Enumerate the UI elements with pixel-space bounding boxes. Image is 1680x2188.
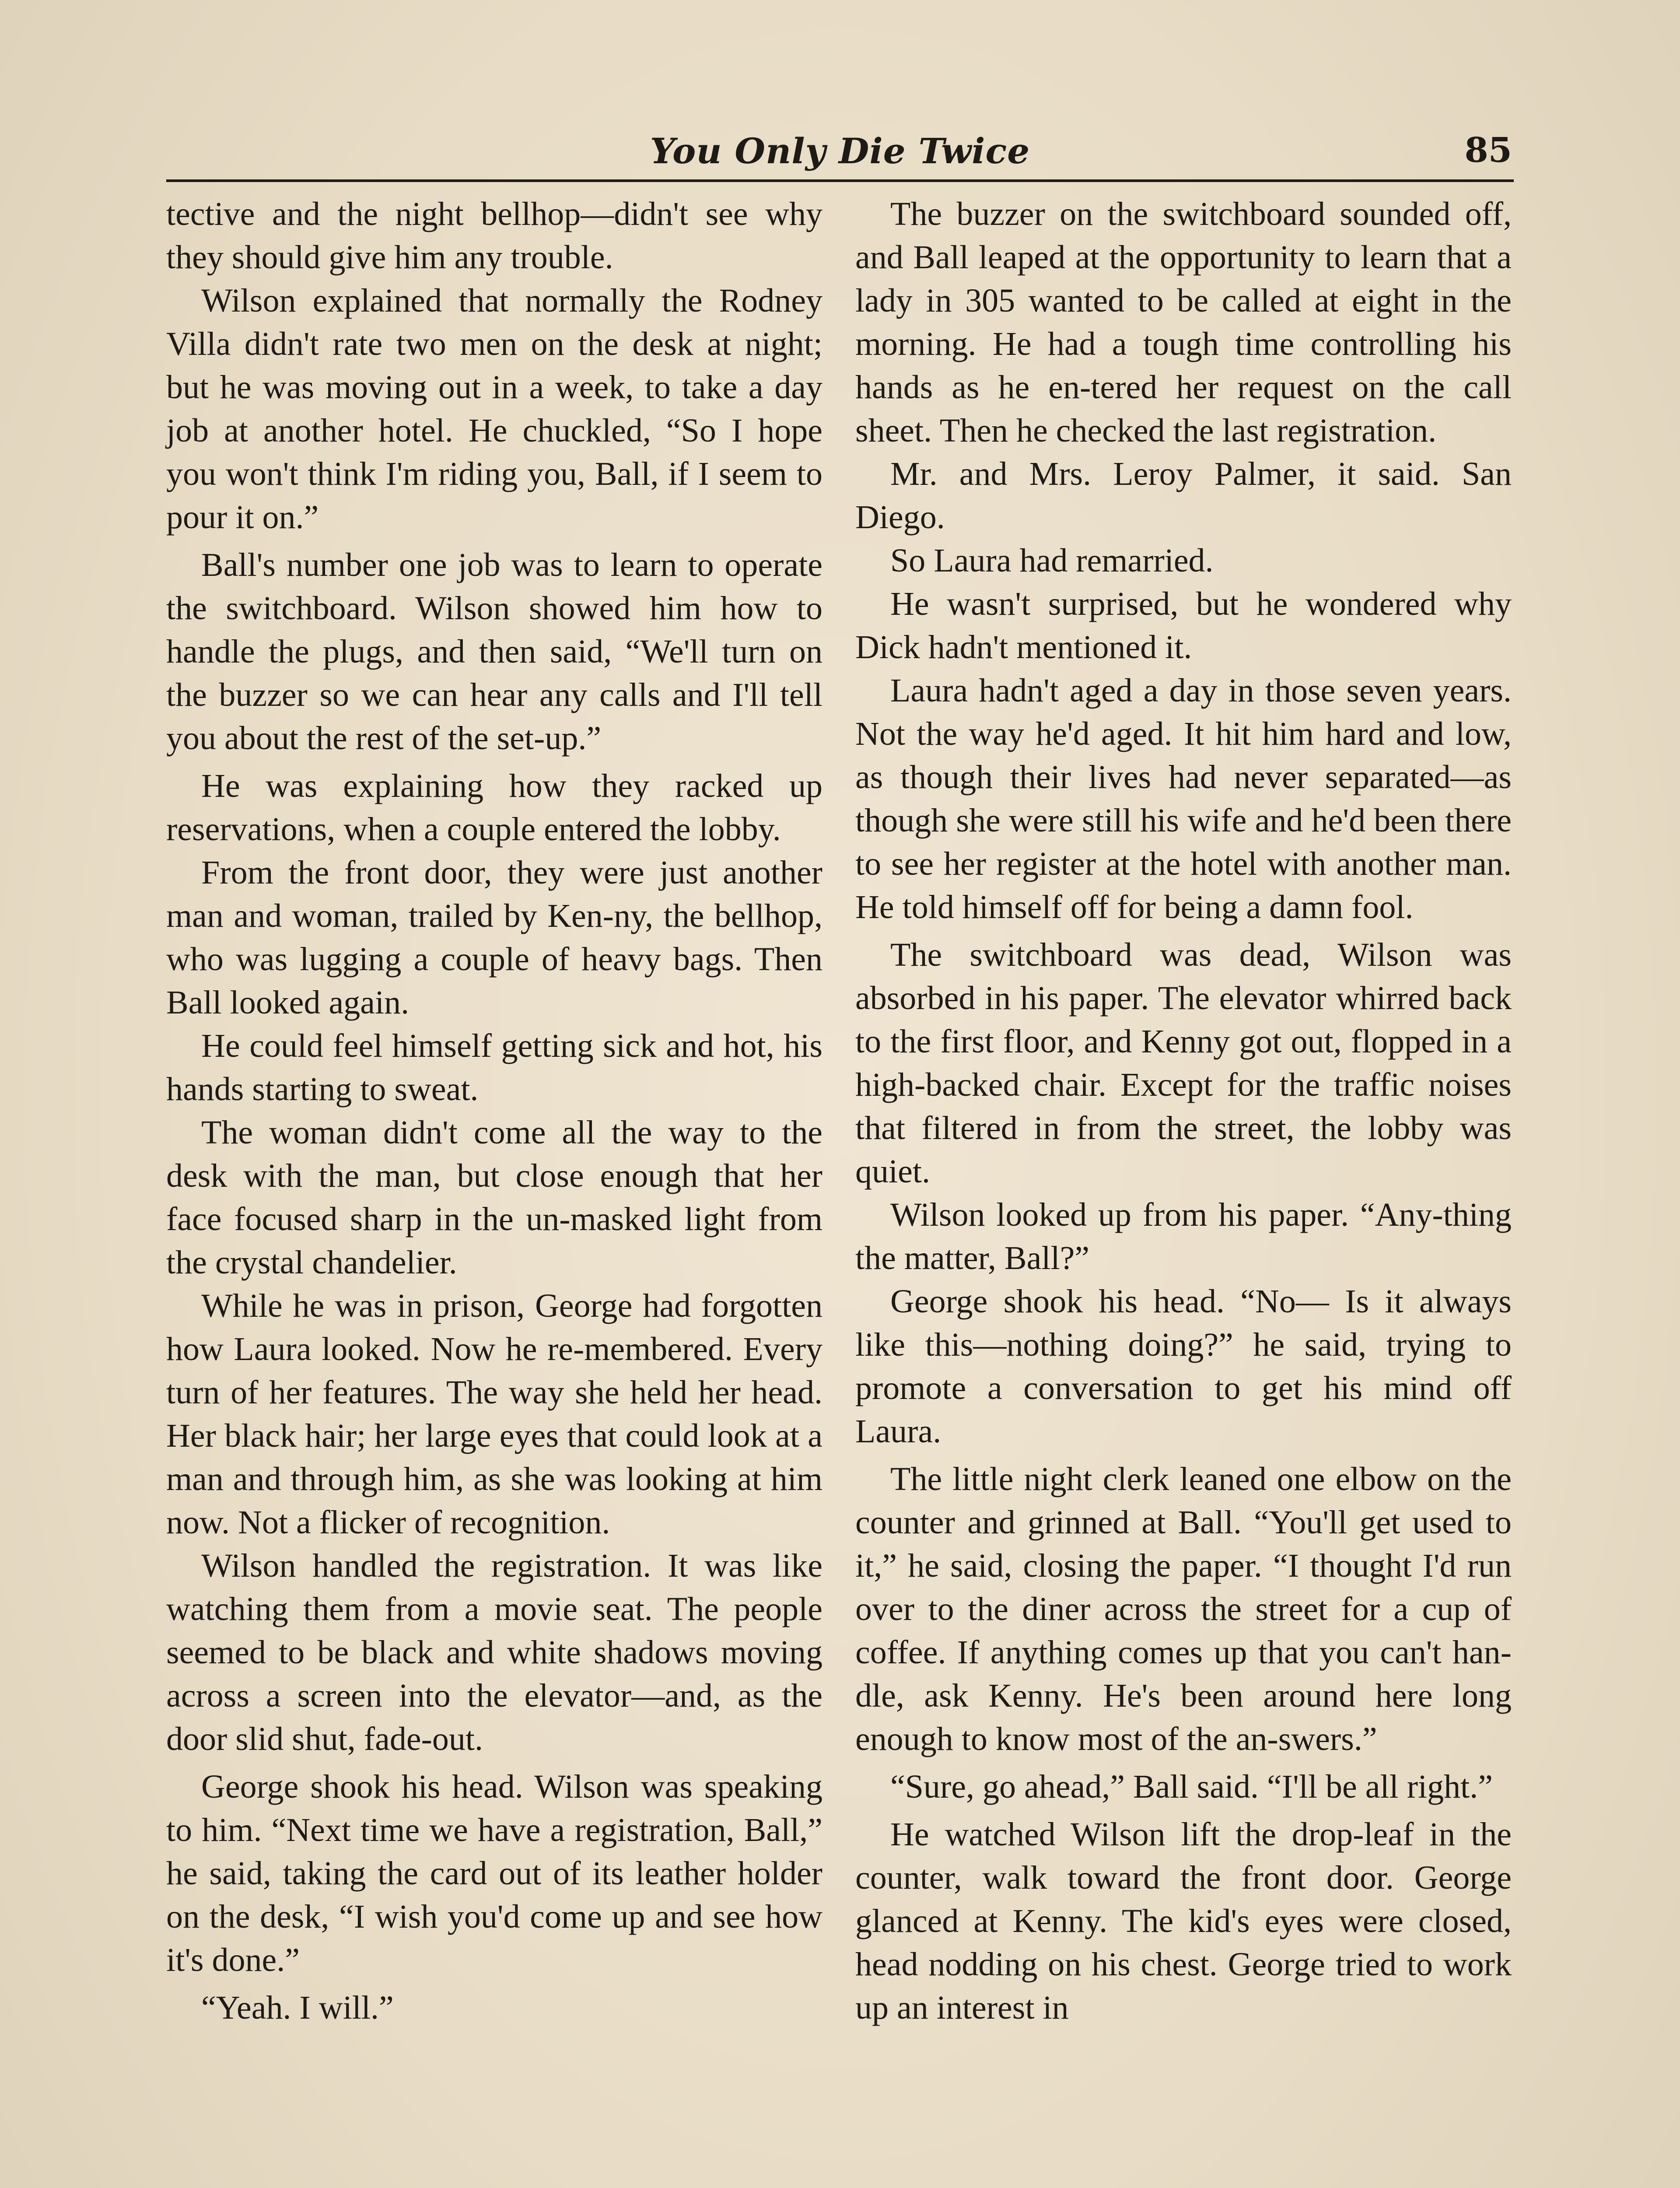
- paragraph: Ball's number one job was to learn to operate the switchboard. Wilson showed him how to handle the plugs, and then said, “We'll turn on the buzzer so we can hear any calls and I'll tell you about the rest of the set-up.”: [166, 547, 822, 757]
- paragraph: “Sure, go ahead,” Ball said. “I'll be all right.”: [890, 1768, 1493, 1805]
- paragraph: Wilson handled the registration. It was like watching them from a movie seat. The people seemed to be black and white shadows moving across a screen into the elevator—and, as the door slid shut, fade-out.: [166, 1547, 822, 1757]
- page-number: 85: [1464, 130, 1512, 170]
- paragraph: While he was in prison, George had forgotten how Laura looked. Now he re-membered. Every turn of her features. The way she held her head. Her black hair; her large eyes that could look at a man and through him, as she was looking at him now. Not a flicker of recognition.: [166, 1287, 822, 1541]
- left-text-column: [166, 193, 822, 2030]
- paragraph: The switchboard was dead, Wilson was absorbed in his paper. The elevator whirred back to the first floor, and Kenny got out, flopped in a high-backed chair. Except for the traffic noises that filtered in from the street, the lobby was quiet.: [855, 936, 1512, 1190]
- paragraph: George shook his head. Wilson was speaking to him. “Next time we have a registration, Ball,” he said, taking the card out of its leather holder on the desk, “I wish you'd come up and see how it's done.”: [166, 1768, 822, 1978]
- paragraph: He watched Wilson lift the drop-leaf in the counter, walk toward the front door. George glanced at Kenny. The kid's eyes were closed, head nodding on his chest. George tried to work up an interest in: [855, 1816, 1512, 2026]
- paragraph: “Yeah. I will.”: [201, 1989, 394, 2026]
- paragraph: So Laura had remarried.: [890, 542, 1214, 579]
- paragraph: tective and the night bellhop—didn't see why they should give him any trouble.: [166, 196, 822, 276]
- paragraph: From the front door, they were just another man and woman, trailed by Ken-ny, the bellhop, who was lugging a couple of heavy bags. Then Ball looked again.: [166, 854, 822, 1021]
- paragraph: He was explaining how they racked up reservations, when a couple entered the lobby.: [166, 768, 822, 848]
- paragraph: Laura hadn't aged a day in those seven years. Not the way he'd aged. It hit him hard and low, as though their lives had never separated—as though she were still his wife and he'd been there to see her register at the hotel with another man. He told himself off for being a damn fool.: [855, 672, 1512, 926]
- paragraph: Mr. and Mrs. Leroy Palmer, it said. San Diego.: [855, 456, 1512, 536]
- right-text-column: [855, 193, 1512, 2030]
- paragraph: He wasn't surprised, but he wondered why Dick hadn't mentioned it.: [855, 586, 1512, 666]
- paragraph: The woman didn't come all the way to the desk with the man, but close enough that her face focused sharp in the un-masked light from the crystal chandelier.: [166, 1114, 822, 1281]
- page-header: [166, 127, 1514, 182]
- paragraph: Wilson looked up from his paper. “Any-thing the matter, Ball?”: [855, 1196, 1512, 1276]
- paragraph: Wilson explained that normally the Rodney Villa didn't rate two men on the desk at night; but he was moving out in a week, to take a day job at another hotel. He chuckled, “So I hope you won't think I'm riding you, Ball, if I seem to pour it on.”: [166, 282, 822, 536]
- paragraph: George shook his head. “No— Is it always like this—nothing doing?” he said, trying to promote a conversation to get his mind off Laura.: [855, 1283, 1512, 1450]
- paragraph: He could feel himself getting sick and hot, his hands starting to sweat.: [166, 1027, 822, 1108]
- paragraph: The buzzer on the switchboard sounded off, and Ball leaped at the opportunity to learn that a lady in 305 wanted to be called at eight in the morning. He had a tough time controlling his hands as he en-tered her request on the call sheet. Then he checked the last registration.: [855, 196, 1512, 449]
- paragraph: The little night clerk leaned one elbow on the counter and grinned at Ball. “You'll get used to it,” he said, closing the paper. “I thought I'd run over to the diner across the street for a cup of coffee. If anything comes up that you can't han-dle, ask Kenny. He's been around here long enough to know most of the an-swers.”: [855, 1461, 1512, 1757]
- running-title: You Only Die Twice: [650, 130, 1030, 172]
